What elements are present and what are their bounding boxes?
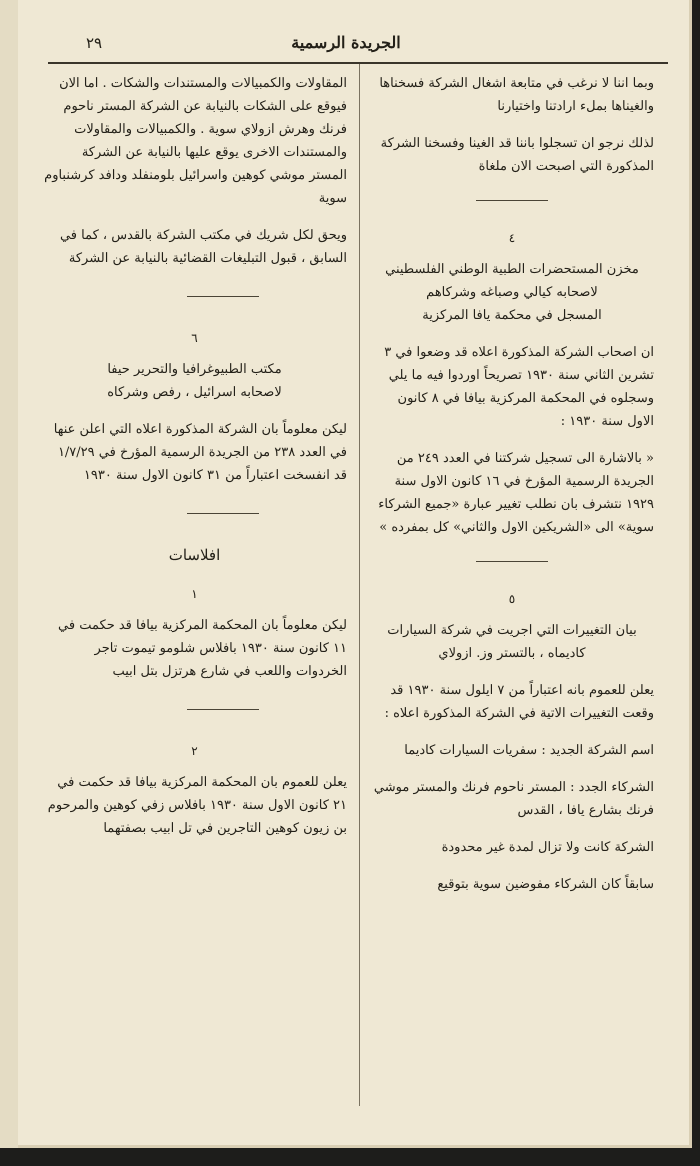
continuation-paragraph: المقاولات والكمبيالات والمستندات والشكات . اما الان فيوقع على الشكات بالنيابة عن الشركة المستر ناحوم فرنك وهرش ازولاي سوية . والكمبيالات والمقاولات والمستندات الاخرى يوقع عليها بالنيابة عن الشركة المستر موشي كوهين واسرائيل بلومنفلد ودافد كرشنباوم سوية (44, 76, 347, 206)
section-heading (42, 358, 347, 404)
heading-line: كاديماه ، بالتستر وز. ازولاي (438, 646, 586, 661)
section-number: ٥ (508, 592, 516, 606)
previous-signing-line: سابقاً كان الشركاء مفوضين سوية بتوقيع (437, 877, 654, 892)
section-paragraph: « بالاشارة الى تسجيل شركتنا في العدد ٢٤٩ من الجريدة الرسمية المؤرخ في ١٦ كانون الاول سنة ١٩٢٩ نتشرف بان نطلب تغيير عبارة «جميع الشركاء سوية» الى «الشريكين الاول والثاني» كل بمفرده » (378, 451, 654, 535)
section-separator (187, 296, 259, 297)
intro-paragraph: لذلك نرجو ان تسجلوا باننا قد الغينا وفسخنا الشركة المذكورة التي اصبحت الان ملغاة (380, 136, 654, 174)
section-paragraph: يعلن للعموم بانه اعتباراً من ٧ ايلول سنة ١٩٣٠ قد وقعت التغييرات الاتية في الشركة المذكورة اعلاه : (384, 683, 654, 721)
header-rule (48, 62, 668, 64)
column-divider (359, 64, 360, 1106)
section-number: ٦ (191, 331, 198, 345)
section-paragraph: ليكن معلوماً بان الشركة المذكورة اعلاه التي اعلن عنها في العدد ٢٣٨ من الجريدة الرسمية المؤرخ في ١/٧/٢٩ قد انفسخت اعتباراً من ٣١ كانون الاول سنة ١٩٣٠ (53, 422, 347, 483)
item-number: ١ (191, 587, 198, 601)
section-separator (187, 709, 259, 710)
partners-line: الشركاء الجدد : المستر ناحوم فرنك والمستر موشي فرنك بشارع يافا ، القدس (373, 780, 654, 818)
section-heading (370, 258, 654, 327)
bankruptcy-notice: يعلن للعموم بان المحكمة المركزية بيافا قد حكمت في ٢١ كانون الاول سنة ١٩٣٠ بافلاس زفي كوهين والمرحوم بن زيون كوهين التاجرين في تل ابيب بصفتهما (47, 775, 347, 836)
page-title: الجريدة الرسمية (291, 33, 401, 52)
left-column (42, 72, 347, 854)
heading-line: المسجل في محكمة يافا المركزية (422, 308, 602, 323)
section-separator (187, 513, 259, 514)
heading-line: بيان التغييرات التي اجريت في شركة السيارات (387, 623, 637, 638)
section-number: ٤ (508, 231, 516, 245)
heading-line: لاصحابه اسرائيل ، رفص وشركاه (107, 385, 282, 400)
bankruptcy-notice: ليكن معلوماً بان المحكمة المركزية بيافا قد حكمت في ١١ كانون سنة ١٩٣٠ بافلاس شلومو تيموت تاجر الخردوات واللعب في شارع هرتزل بتل ابيب (58, 618, 347, 679)
company-name-line: اسم الشركة الجديد : سفريات السيارات كاديما (404, 743, 654, 758)
section-separator (476, 561, 548, 562)
page-number: ٢٩ (86, 34, 103, 52)
right-column (370, 72, 654, 910)
duration-line: الشركة كانت ولا تزال لمدة غير محدودة (441, 840, 654, 855)
section-paragraph: ان اصحاب الشركة المذكورة اعلاه قد وضعوا في ٣ تشرين الثاني سنة ١٩٣٠ تصريحاً اوردوا فيه ما يلي وسجلوه في المحكمة المركزية بيافا في ٨ كانون الاول سنة ١٩٣٠ : (384, 345, 654, 429)
heading-line: مكتب الطبيوغرافيا والتحرير حيفا (107, 362, 282, 377)
page-edge (0, 0, 18, 1148)
heading-line: مخزن المستحضرات الطبية الوطني الفلسطيني (385, 262, 639, 277)
bankruptcies-title: افلاسات (168, 546, 221, 564)
heading-line: لاصحابه كيالي وصباغه وشركاهم (426, 285, 598, 300)
item-number: ٢ (191, 744, 198, 758)
continuation-paragraph: ويحق لكل شريك في مكتب الشركة بالقدس ، كما في السابق ، قبول التبليغات القضائية بالنيابة عن الشركة (59, 228, 347, 266)
section-separator (476, 200, 548, 201)
section-heading (370, 619, 654, 665)
intro-paragraph: وبما اننا لا نرغب في متابعة اشغال الشركة فسخناها والغيناها بملء ارادتنا واختيارنا (379, 76, 654, 114)
